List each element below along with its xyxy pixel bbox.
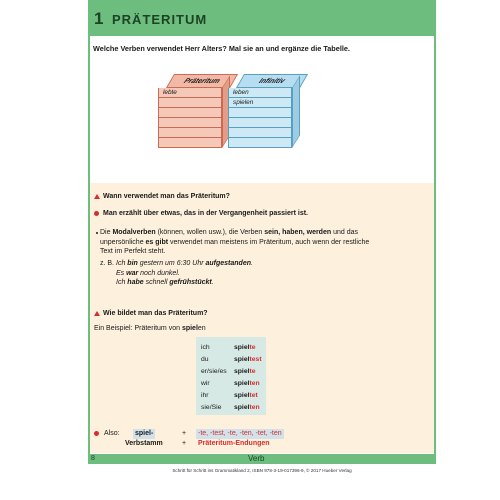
modal-note [100,228,430,257]
modal-note-modalverben: Modalverben [112,229,156,236]
example-intro-text: Ein Beispiel: Präteritum von [94,325,182,332]
grammar-question-1: Wann verwendet man das Präteritum? [103,193,230,200]
warning-triangle-icon [94,194,100,199]
conj-pronoun: du [201,356,209,363]
list-bullet-icon [96,232,98,234]
example-text: . [211,279,214,286]
modal-note-text: verwendet man meistens im Präteritum, auch wenn der restliche [168,238,370,246]
modal-note-text: Die [100,229,113,236]
example-verb: aufgestanden [205,260,252,267]
example-text: Es [116,269,127,277]
infinitiv-column [228,74,308,162]
also-plus: + [182,430,187,437]
conj-stem: spiel [234,404,250,411]
example-verb: gefrühstückt [169,279,212,286]
conj-stem: spiel [234,392,250,399]
praeteritum-column [158,74,238,162]
infinitiv-header: Infinitiv [236,74,308,88]
example-sentences [116,259,253,288]
praeteritum-cell[interactable] [158,138,222,148]
conj-pronoun: ihr [201,392,209,399]
conj-pronoun: wir [201,380,210,387]
right-border [434,36,436,454]
example-text: noch dunkel. [138,269,180,277]
praeteritum-header: Präteritum [166,74,238,88]
infinitiv-cell[interactable]: leben [228,88,292,98]
conj-ending: ten [249,404,260,411]
infinitiv-cell[interactable] [228,138,292,148]
conj-form [234,391,258,401]
also-plus: + [182,440,187,447]
infinitiv-cell[interactable] [228,118,292,128]
example-text: gestern um 6:30 Uhr [137,260,206,267]
also-endings: -te, -test, -te, -ten, -tet, -ten [198,430,282,437]
praeteritum-cell[interactable]: lebte [158,88,222,98]
conj-stem: spiel [234,380,250,387]
conj-ending: tet [249,392,258,399]
conj-stem: spiel [234,356,250,363]
example-label: z. B. [100,260,115,267]
conj-stem: spiel [234,368,250,375]
conj-form [234,355,262,365]
chapter-title: PRÄTERITUM [112,12,208,27]
conj-form [234,379,260,389]
conj-pronoun: er/sie/es [201,368,227,375]
example-intro-stem: spiel [181,325,198,332]
also-stem: spiel- [135,430,154,437]
conj-ending: te [249,368,256,375]
example-text: Ich [116,260,128,267]
copyright: Schritt für Schritt ins Grammatikland 2, ISBN 978-3-19-017396-9, © 2017 Hueber Verlag [172,468,352,473]
task-question: Welche Verben verwendet Herr Alters? Mal sie an und ergänze die Tabelle. [93,44,350,53]
infinitiv-cell[interactable] [228,108,292,118]
example-text: Ich [116,279,128,286]
conj-form [234,367,256,377]
conj-ending: ten [249,380,260,387]
praeteritum-cell[interactable] [158,118,222,128]
conj-pronoun: sie/Sie [201,404,222,411]
modal-note-text: Text im Perfekt steht. [100,248,166,255]
example-text: . [251,260,253,267]
example-verb: war [126,269,139,277]
example-text: schnell [143,279,170,286]
example-intro [94,324,206,334]
page-number: 8 [91,455,95,462]
conj-form [234,343,256,353]
conj-form [234,403,260,413]
also-endings-label: Präteritum-Endungen [198,440,270,447]
example-intro-text: en [197,325,206,332]
modal-note-text: (können, wollen usw.), die Verben [155,229,265,236]
modal-note-text: unpersönliche [100,238,146,246]
also-stem-label: Verbstamm [125,440,163,447]
praeteritum-cell[interactable] [158,128,222,138]
grammar-question-2: Wie bildet man das Präteritum? [103,310,208,317]
infinitiv-cell[interactable]: spielen [228,98,292,108]
modal-note-verbs: sein, haben, werden [264,229,332,236]
also-label: Also: [104,430,120,437]
conj-pronoun: ich [201,344,210,351]
example-verb: bin [127,260,138,267]
modal-note-es-gibt: es gibt [145,238,169,246]
section-label: Verb [248,454,265,463]
chapter-header [88,0,436,36]
praeteritum-cell[interactable] [158,108,222,118]
chapter-number: 1 [94,9,104,28]
grammar-rule-1: Man erzählt über etwas, das in der Vergangenheit passiert ist. [103,210,309,217]
praeteritum-cell[interactable] [158,98,222,108]
warning-triangle-icon [94,311,100,316]
modal-note-text: und das [331,229,358,236]
infinitiv-side [292,75,300,148]
conj-ending: test [249,356,262,363]
conj-stem: spiel [234,344,250,351]
example-verb: habe [127,279,144,286]
infinitiv-cell[interactable] [228,128,292,138]
conj-ending: te [249,344,256,351]
bullet-dot-icon [94,211,99,216]
bullet-dot-icon [94,431,99,436]
